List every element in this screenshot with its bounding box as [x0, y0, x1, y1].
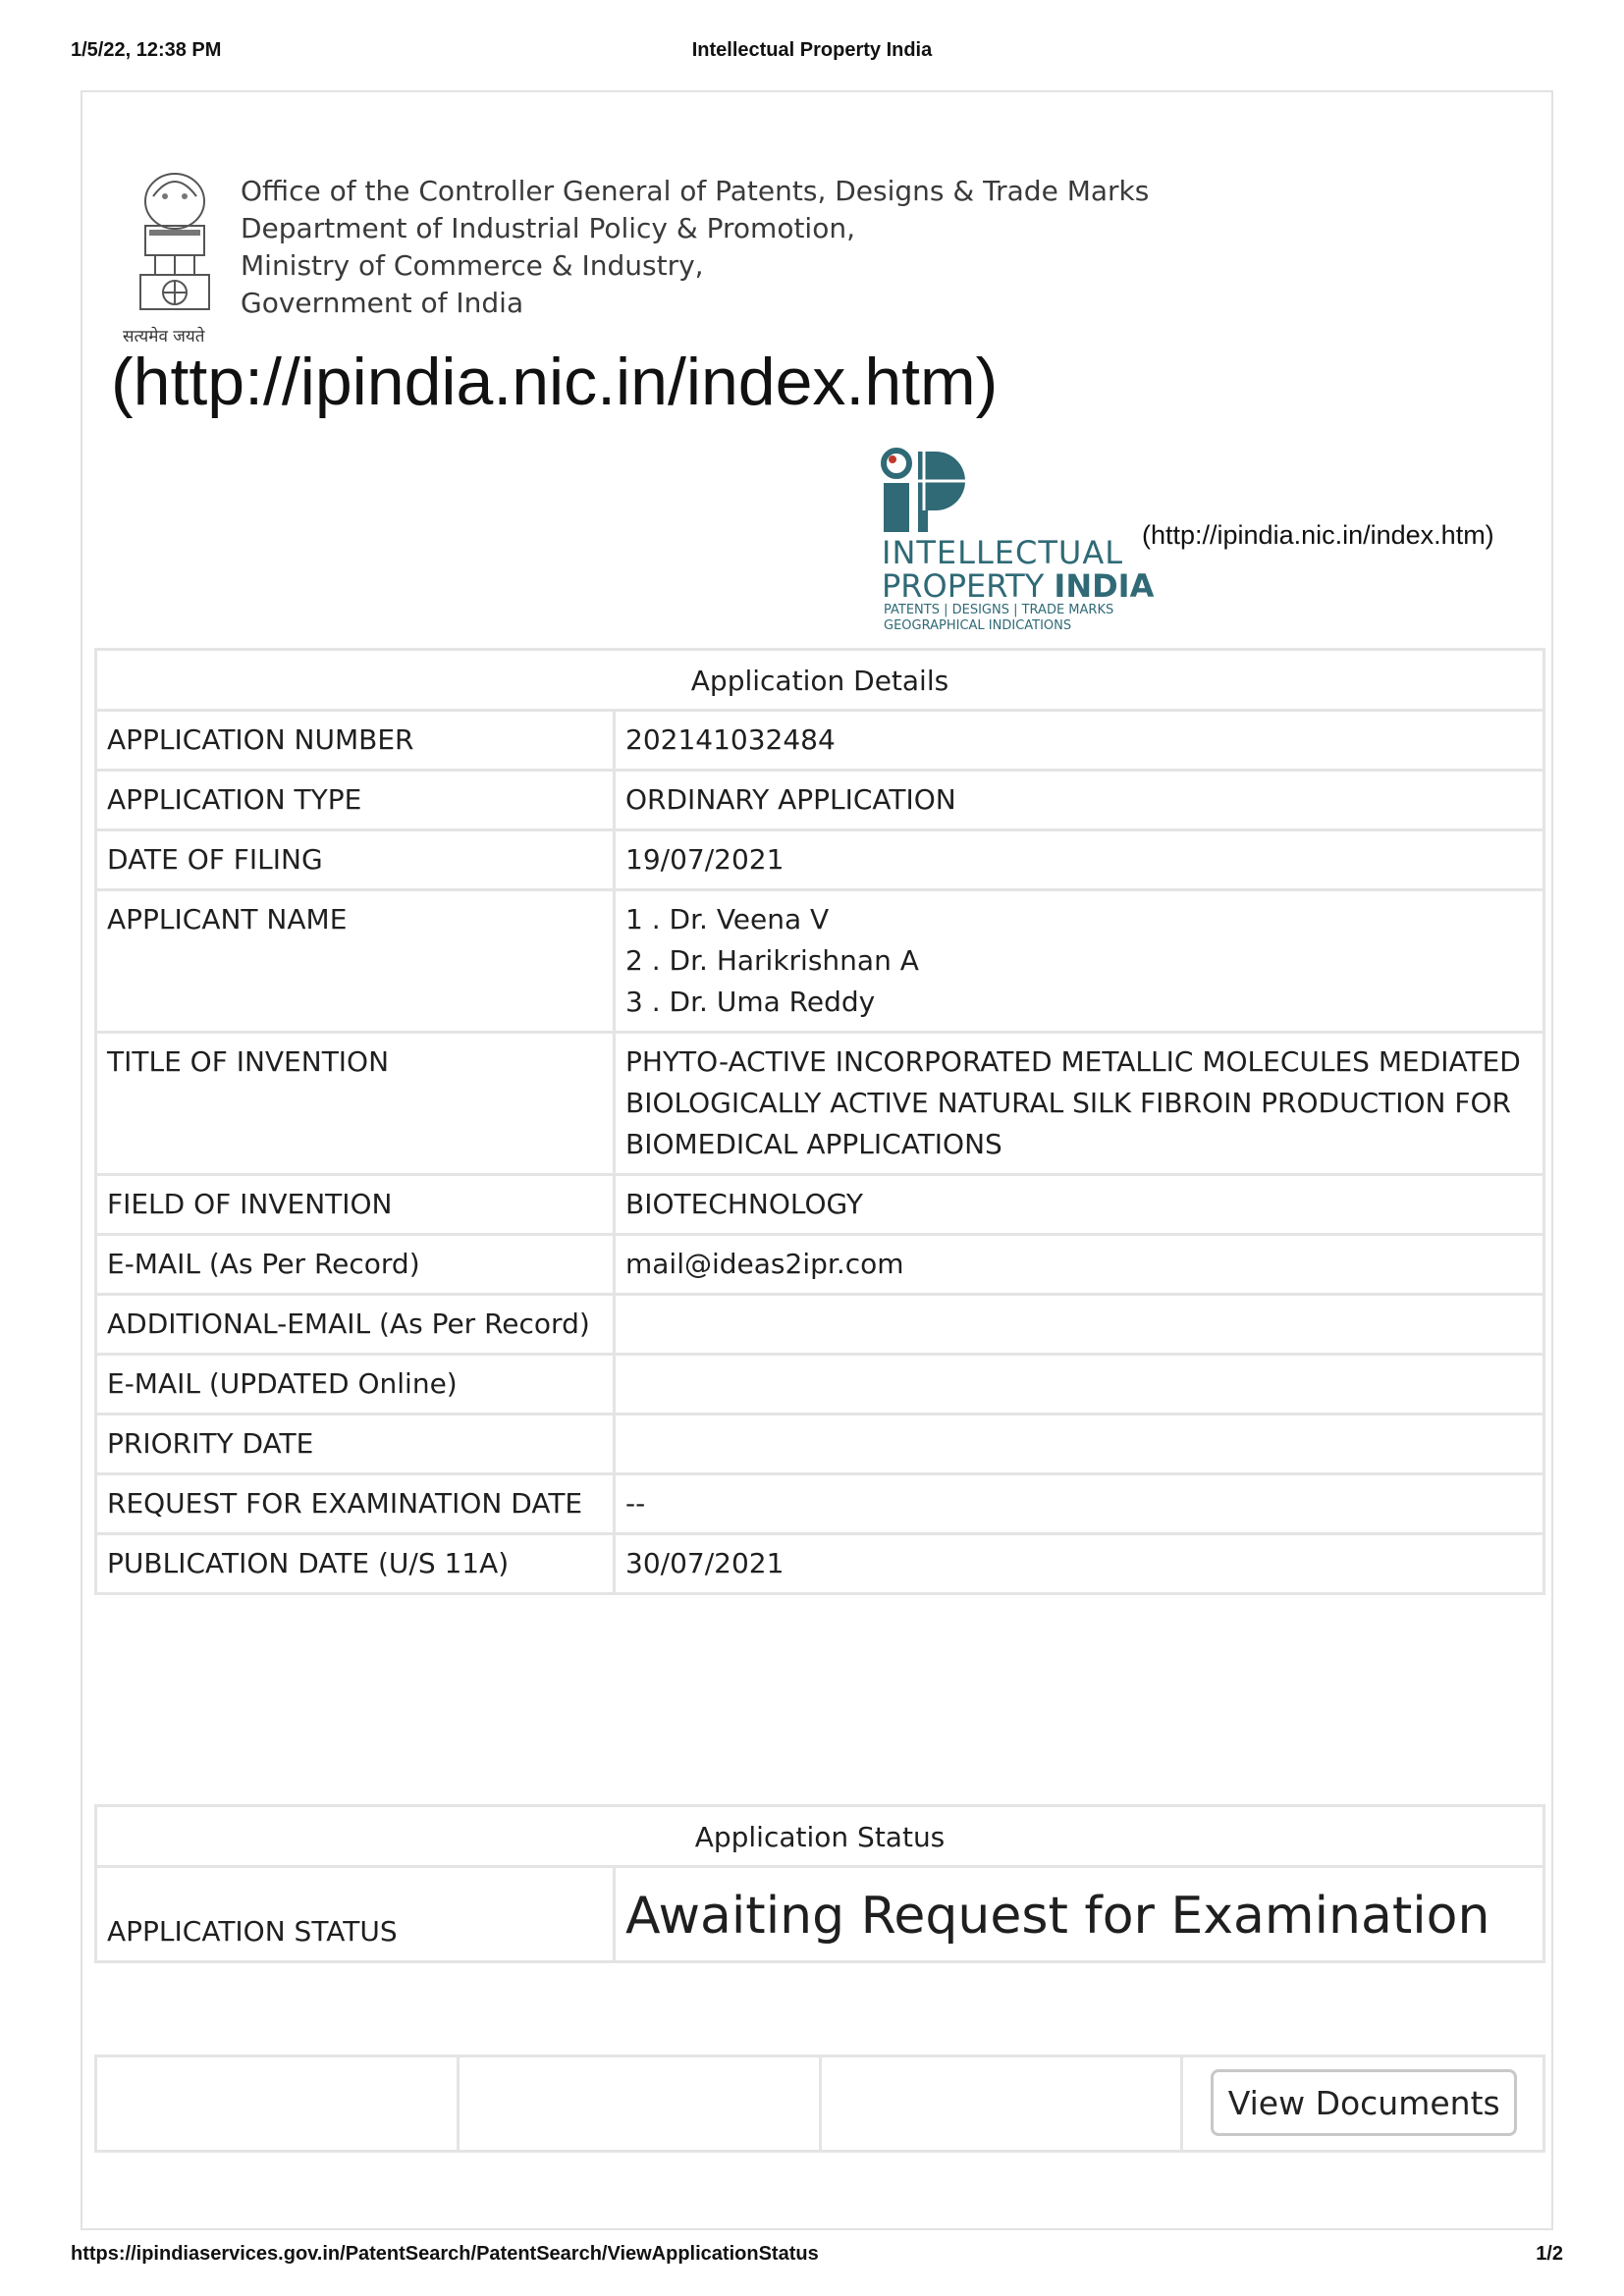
application-details-heading: Application Details — [96, 650, 1544, 711]
table-row — [96, 1235, 1544, 1295]
table-row — [96, 1033, 1544, 1175]
detail-value-line: ORDINARY APPLICATION — [625, 783, 956, 816]
detail-value — [615, 830, 1544, 890]
detail-value-line: 202141032484 — [625, 723, 836, 756]
page-number: 1/2 — [1536, 2243, 1563, 2265]
office-line: Office of the Controller General of Patents, Designs & Trade Marks — [241, 175, 1150, 207]
detail-label: APPLICATION NUMBER — [96, 711, 615, 771]
actions-cell — [822, 2057, 1184, 2150]
detail-label: PRIORITY DATE — [96, 1415, 615, 1474]
logo-line-1: INTELLECTUAL — [882, 534, 1124, 571]
logo-line-2b: INDIA — [1054, 567, 1155, 605]
detail-value — [615, 1295, 1544, 1355]
detail-label: ADDITIONAL-EMAIL (As Per Record) — [96, 1295, 615, 1355]
table-row — [96, 1534, 1544, 1594]
logo-line-2a: PROPERTY — [882, 567, 1055, 605]
detail-value-line: BIOTECHNOLOGY — [625, 1188, 863, 1220]
detail-value — [615, 1033, 1544, 1175]
table-row — [96, 1867, 1544, 1962]
detail-value-line: BIOMEDICAL APPLICATIONS — [625, 1128, 1002, 1160]
detail-value — [615, 771, 1544, 830]
detail-value-line: mail@ideas2ipr.com — [625, 1248, 904, 1280]
actions-cell — [1183, 2057, 1543, 2150]
application-status-table — [94, 1804, 1545, 1963]
detail-value-line — [625, 1423, 1533, 1465]
detail-value — [615, 1235, 1544, 1295]
table-row — [96, 771, 1544, 830]
detail-value-line: PHYTO-ACTIVE INCORPORATED METALLIC MOLECULES MEDIATED — [625, 1045, 1521, 1078]
actions-row — [94, 2055, 1545, 2153]
application-status-value: Awaiting Request for Examination — [615, 1867, 1544, 1962]
detail-label: APPLICANT NAME — [96, 890, 615, 1033]
detail-label: PUBLICATION DATE (U/S 11A) — [96, 1534, 615, 1594]
logo-line-2 — [882, 567, 1154, 605]
detail-value — [615, 890, 1544, 1033]
detail-label: TITLE OF INVENTION — [96, 1033, 615, 1175]
detail-value-line: -- — [625, 1487, 646, 1520]
detail-value — [615, 1355, 1544, 1415]
detail-value — [615, 1474, 1544, 1534]
detail-value — [615, 1534, 1544, 1594]
actions-cell — [97, 2057, 460, 2150]
detail-value — [615, 1175, 1544, 1235]
national-emblem-icon — [116, 157, 234, 344]
office-title — [241, 173, 1149, 322]
detail-value-line: 30/07/2021 — [625, 1547, 785, 1579]
logo-line-3: PATENTS | DESIGNS | TRADE MARKS — [884, 603, 1114, 617]
emblem-motto: सत्यमेव जयते — [123, 327, 205, 347]
home-link[interactable]: (http://ipindia.nic.in/index.htm) — [111, 345, 999, 419]
table-row — [96, 711, 1544, 771]
actions-cell — [460, 2057, 822, 2150]
detail-label: E-MAIL (UPDATED Online) — [96, 1355, 615, 1415]
print-header — [0, 39, 1624, 69]
logo-line-4: GEOGRAPHICAL INDICATIONS — [884, 618, 1072, 633]
detail-value-line: 2 . Dr. Harikrishnan A — [625, 944, 919, 977]
office-line: Government of India — [241, 287, 524, 319]
office-line: Department of Industrial Policy & Promotion, — [241, 212, 855, 244]
table-row — [96, 1295, 1544, 1355]
detail-label: DATE OF FILING — [96, 830, 615, 890]
detail-value-line: 1 . Dr. Veena V — [625, 903, 830, 935]
office-line: Ministry of Commerce & Industry, — [241, 249, 704, 282]
detail-value-line — [625, 1304, 1533, 1345]
detail-value-line — [625, 1363, 1533, 1405]
table-row — [96, 1355, 1544, 1415]
table-row — [96, 890, 1544, 1033]
table-row — [96, 1474, 1544, 1534]
print-title: Intellectual Property India — [691, 39, 933, 61]
table-row — [96, 1415, 1544, 1474]
print-url: https://ipindiaservices.gov.in/PatentSearch/PatentSearch/ViewApplicationStatus — [71, 2243, 819, 2265]
detail-label: REQUEST FOR EXAMINATION DATE — [96, 1474, 615, 1534]
application-status-label: APPLICATION STATUS — [96, 1867, 615, 1962]
detail-value-line: BIOLOGICALLY ACTIVE NATURAL SILK FIBROIN PRODUCTION FOR — [625, 1087, 1512, 1119]
detail-label: APPLICATION TYPE — [96, 771, 615, 830]
print-datetime: 1/5/22, 12:38 PM — [71, 39, 222, 61]
application-status-heading: Application Status — [96, 1806, 1544, 1867]
table-row — [96, 1175, 1544, 1235]
application-details-table — [94, 648, 1545, 1595]
logo-home-link[interactable]: (http://ipindia.nic.in/index.htm) — [1142, 520, 1494, 550]
table-row — [96, 830, 1544, 890]
detail-value — [615, 1415, 1544, 1474]
detail-label: E-MAIL (As Per Record) — [96, 1235, 615, 1295]
detail-value — [615, 711, 1544, 771]
detail-label: FIELD OF INVENTION — [96, 1175, 615, 1235]
print-footer — [0, 2243, 1624, 2272]
detail-value-line: 19/07/2021 — [625, 843, 785, 876]
view-documents-button[interactable]: View Documents — [1211, 2069, 1517, 2136]
detail-value-line: 3 . Dr. Uma Reddy — [625, 986, 876, 1018]
